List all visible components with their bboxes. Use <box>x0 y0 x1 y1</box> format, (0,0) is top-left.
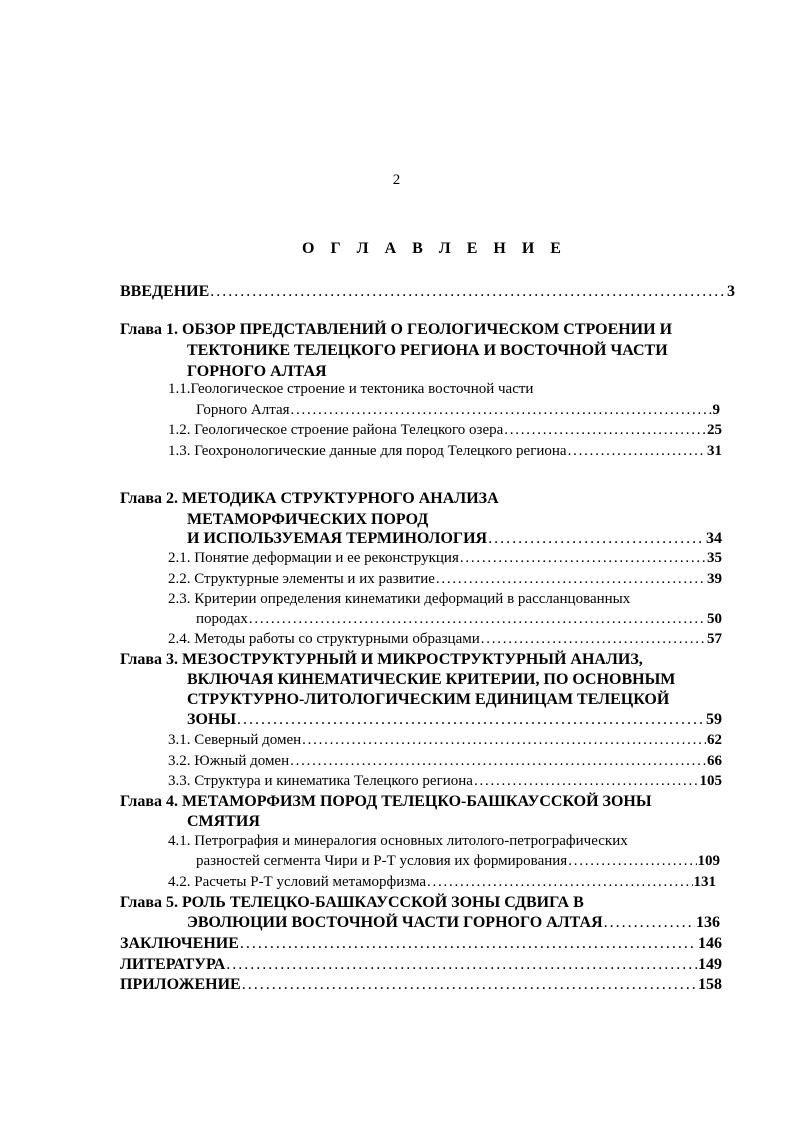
dot-leader <box>290 752 706 771</box>
toc-label: ВВЕДЕНИЕ <box>120 283 210 300</box>
toc-page: 158 <box>698 976 722 993</box>
dot-leader <box>460 549 706 568</box>
toc-label: ЗОНЫ <box>187 711 237 728</box>
dot-leader <box>427 873 692 892</box>
toc-entry-2-3[interactable] <box>196 610 722 629</box>
toc-entry-3-2[interactable] <box>168 752 722 771</box>
toc-page: 149 <box>698 956 722 973</box>
dot-leader <box>436 570 706 589</box>
toc-entry-chapter-3[interactable] <box>187 710 722 729</box>
dot-leader <box>488 529 705 548</box>
toc-entry-4-2[interactable] <box>168 873 716 892</box>
toc-entry-2-4[interactable] <box>168 630 722 649</box>
dot-leader <box>302 731 706 750</box>
toc-label: разностей сегмента Чири и Р-Т условия их формирования <box>196 853 568 869</box>
chapter-3-heading-line3: СТРУКТУРНО-ЛИТОЛОГИЧЕСКИМ ЕДИНИЦАМ ТЕЛЕЦКОЙ <box>187 691 670 708</box>
toc-label: породах <box>196 611 248 627</box>
chapter-1-heading[interactable]: Глава 1. ОБЗОР ПРЕДСТАВЛЕНИЙ О ГЕОЛОГИЧЕСКОМ СТРОЕНИИ И <box>120 321 673 338</box>
toc-page: 34 <box>706 530 722 547</box>
toc-page: 131 <box>693 874 716 890</box>
toc-label: 2.1. Понятие деформации и ее реконструкция <box>168 550 459 566</box>
dot-leader <box>568 442 706 461</box>
dot-leader <box>504 421 706 440</box>
chapter-1-heading-line3: ГОРНОГО АЛТАЯ <box>187 363 327 380</box>
toc-entry-1-2[interactable] <box>168 421 722 440</box>
toc-entry-3-1[interactable] <box>168 731 722 750</box>
dot-leader <box>226 955 697 974</box>
dot-leader <box>242 975 697 994</box>
chapter-3-heading-line2: ВКЛЮЧАЯ КИНЕМАТИЧЕСКИЕ КРИТЕРИИ, ПО ОСНОВНЫМ <box>187 671 676 688</box>
page-number: 2 <box>392 172 401 188</box>
dot-leader <box>249 610 706 629</box>
page-title: О Г Л А В Л Е Н И Е <box>302 240 567 257</box>
toc-entry-4-1[interactable] <box>196 852 720 871</box>
toc-page: 3 <box>727 283 735 300</box>
toc-label: 4.2. Расчеты Р-Т условий метаморфизма <box>168 874 427 890</box>
dot-leader <box>237 710 705 729</box>
chapter-1-heading-line2: ТЕКТОНИКЕ ТЕЛЕЦКОГО РЕГИОНА И ВОСТОЧНОЙ ЧАСТИ <box>187 342 668 359</box>
toc-page: 25 <box>707 422 722 438</box>
toc-page: 62 <box>707 732 722 748</box>
toc-entry-chapter-5[interactable] <box>187 913 720 932</box>
toc-page: 50 <box>707 611 722 627</box>
toc-label: 2.4. Методы работы со структурными образцами <box>168 631 480 647</box>
dot-leader <box>481 630 706 649</box>
dot-leader <box>474 772 699 791</box>
toc-entry-literature[interactable] <box>120 955 722 974</box>
toc-entry-2-3-line1[interactable]: 2.3. Критерии определения кинематики деформаций в рассланцованных <box>168 591 631 607</box>
toc-page: 59 <box>706 711 722 728</box>
toc-page: 9 <box>712 402 720 418</box>
toc-label: ЛИТЕРАТУРА <box>120 956 226 973</box>
toc-entry-1-1-line1[interactable]: 1.1.Геологическое строение и тектоника восточной части <box>168 381 534 397</box>
dot-leader <box>210 282 726 301</box>
toc-entry-appendix[interactable] <box>120 975 722 994</box>
chapter-2-heading[interactable]: Глава 2. МЕТОДИКА СТРУКТУРНОГО АНАЛИЗА <box>120 490 499 507</box>
dot-leader <box>240 934 697 953</box>
toc-label: ПРИЛОЖЕНИЕ <box>120 976 241 993</box>
toc-page: 136 <box>696 914 720 931</box>
chapter-5-heading[interactable]: Глава 5. РОЛЬ ТЕЛЕЦКО-БАШКАУССКОЙ ЗОНЫ СДВИГА В <box>120 894 584 911</box>
dot-leader <box>604 913 695 932</box>
toc-label: 3.2. Южный домен <box>168 753 290 769</box>
toc-page: 39 <box>707 571 722 587</box>
chapter-2-heading-line2: МЕТАМОРФИЧЕСКИХ ПОРОД <box>187 511 429 528</box>
toc-label: 2.2. Структурные элементы и их развитие <box>168 571 435 587</box>
toc-label: 1.3. Геохронологические данные для пород Телецкого региона <box>168 443 567 459</box>
toc-page: 31 <box>707 443 722 459</box>
toc-label: ЭВОЛЮЦИИ ВОСТОЧНОЙ ЧАСТИ ГОРНОГО АЛТАЯ <box>187 914 603 931</box>
toc-label: 3.1. Северный домен <box>168 732 302 748</box>
toc-page: 66 <box>707 753 722 769</box>
toc-entry-conclusion[interactable] <box>120 934 722 953</box>
toc-entry-4-1-line1[interactable]: 4.1. Петрография и минералогия основных литолого-петрографических <box>168 833 628 849</box>
toc-label: Горного Алтая <box>196 402 290 418</box>
toc-page: 57 <box>707 631 722 647</box>
toc-entry-intro[interactable] <box>120 282 735 301</box>
toc-page: 35 <box>707 550 722 566</box>
toc-label: ЗАКЛЮЧЕНИЕ <box>120 935 239 952</box>
dot-leader <box>291 401 712 420</box>
toc-label: И ИСПОЛЬЗУЕМАЯ ТЕРМИНОЛОГИЯ <box>187 530 488 547</box>
chapter-3-heading[interactable]: Глава 3. МЕЗОСТРУКТУРНЫЙ И МИКРОСТРУКТУРНЫЙ АНАЛИЗ, <box>120 651 643 668</box>
toc-entry-chapter-2[interactable] <box>187 529 722 548</box>
toc-entry-1-1[interactable] <box>196 401 720 420</box>
toc-entry-3-3[interactable] <box>168 772 722 791</box>
chapter-4-heading[interactable]: Глава 4. МЕТАМОРФИЗМ ПОРОД ТЕЛЕЦКО-БАШКАУССКОЙ ЗОНЫ <box>120 793 652 810</box>
toc-label: 1.2. Геологическое строение района Телецкого озера <box>168 422 504 438</box>
toc-entry-2-1[interactable] <box>168 549 722 568</box>
toc-label: 3.3. Структура и кинематика Телецкого региона <box>168 773 473 789</box>
toc-page: 109 <box>697 853 720 869</box>
toc-page: 105 <box>699 773 722 789</box>
toc-page: 146 <box>698 935 722 952</box>
toc-entry-2-2[interactable] <box>168 570 722 589</box>
toc-entry-1-3[interactable] <box>168 442 722 461</box>
chapter-4-heading-line2: СМЯТИЯ <box>187 813 260 830</box>
dot-leader <box>568 852 696 871</box>
